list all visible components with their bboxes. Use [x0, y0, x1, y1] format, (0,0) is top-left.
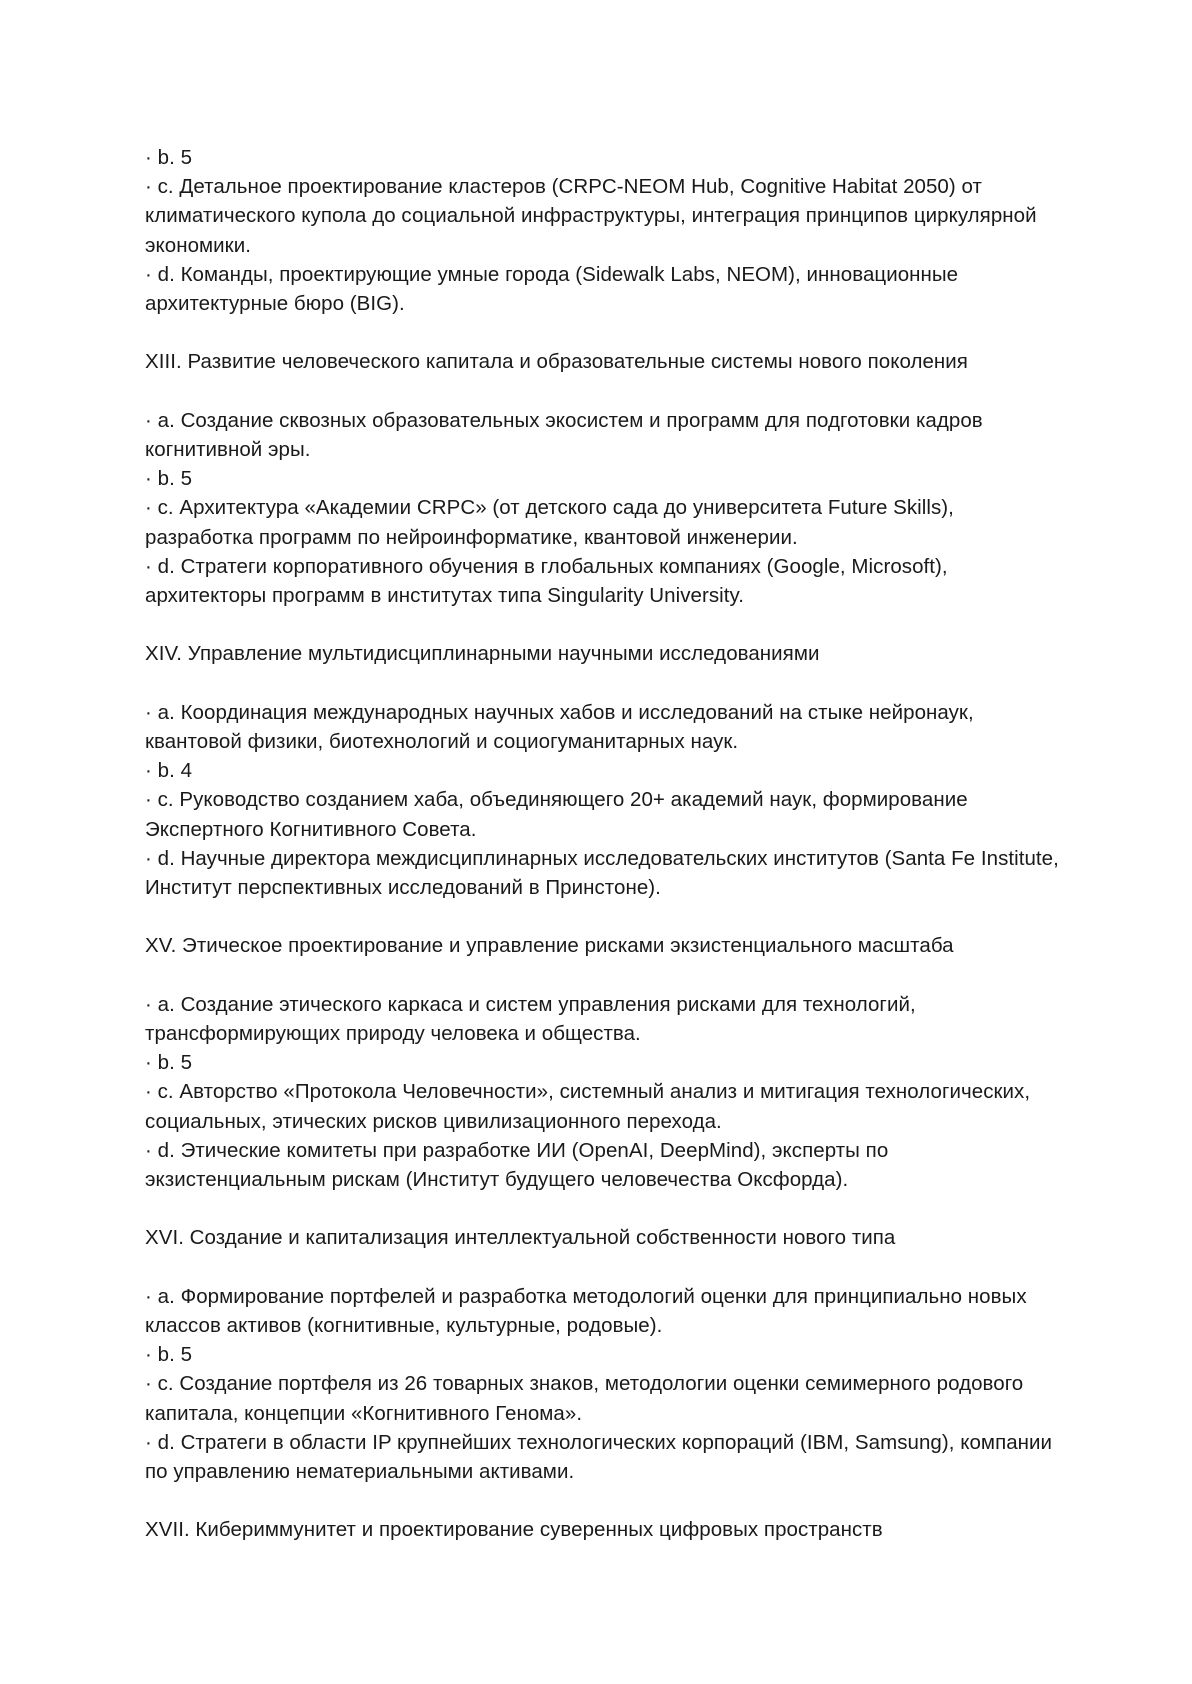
- section-xiii-item-d: · d. Стратеги корпоративного обучения в глобальных компаниях (Google, Microsoft), архитекторы программ в институтах типа Singularity University.: [145, 554, 948, 608]
- section-xv-item-a: · a. Создание этического каркаса и систем управления рисками для технологий, трансформирующих природу человека и общества.: [145, 992, 916, 1045]
- section-xiv-item-d: · d. Научные директора междисциплинарных исследовательских институтов (Santa Fe Institute, Институт перспективных исследований в Принстоне).: [145, 846, 1059, 900]
- section-xiv-item-b: · b. 4: [145, 759, 193, 783]
- section-xvi-item-b: · b. 5: [145, 1343, 193, 1367]
- spacer: [145, 961, 1065, 990]
- section-xiii-item-a: · a. Создание сквозных образовательных экосистем и программ для подготовки кадров когнитивной эры.: [145, 408, 983, 461]
- spacer: [145, 669, 1065, 698]
- intro-item-c: · c. Детальное проектирование кластеров (CRPC-NEOM Hub, Cognitive Habitat 2050) от климатического купола до социальной инфраструктуры, интеграция принципов циркулярной экономики.: [145, 175, 1037, 257]
- section-heading-xvii: XVII. Кибериммунитет и проектирование суверенных цифровых пространств: [145, 1518, 883, 1542]
- spacer: [145, 318, 1065, 347]
- spacer: [145, 1194, 1065, 1223]
- section-xvi-item-d: · d. Стратеги в области IP крупнейших технологических корпораций (IBM, Samsung), компании по управлению нематериальными активами.: [145, 1430, 1053, 1484]
- section-xiv-item-c: · c. Руководство созданием хаба, объединяющего 20+ академий наук, формирование Экспертного Когнитивного Совета.: [145, 788, 968, 841]
- section-heading-xiv: XIV. Управление мультидисциплинарными научными исследованиями: [145, 642, 820, 666]
- section-heading-xvi: XVI. Создание и капитализация интеллектуальной собственности нового типа: [145, 1226, 896, 1250]
- spacer: [145, 377, 1065, 406]
- spacer: [145, 902, 1065, 931]
- section-xiii-item-c: · c. Архитектура «Академии CRPC» (от детского сада до университета Future Skills), разработка программ по нейроинформатике, квантовой инженерии.: [145, 496, 954, 549]
- section-heading-xv: XV. Этическое проектирование и управление рисками экзистенциального масштаба: [145, 934, 954, 958]
- intro-item-d: · d. Команды, проектирующие умные города (Sidewalk Labs, NEOM), инновационные архитектурные бюро (BIG).: [145, 262, 959, 316]
- spacer: [145, 610, 1065, 639]
- section-xiv-item-a: · a. Координация международных научных хабов и исследований на стыке нейронаук, квантовой физики, биотехнологий и социогуманитарных наук.: [145, 700, 974, 753]
- section-heading-xiii: XIII. Развитие человеческого капитала и образовательные системы нового поколения: [145, 350, 968, 374]
- section-xvi-item-a: · a. Формирование портфелей и разработка методологий оценки для принципиально новых классов активов (когнитивные, культурные, родовые).: [145, 1284, 1027, 1337]
- document-body: [145, 143, 1065, 1545]
- spacer: [145, 1253, 1065, 1282]
- section-xv-item-c: · c. Авторство «Протокола Человечности», системный анализ и митигация технологических, социальных, этических рисков цивилизационного перехода.: [145, 1080, 1031, 1133]
- section-xvi-item-c: · c. Создание портфеля из 26 товарных знаков, методологии оценки семимерного родового капитала, концепции «Когнитивного Генома».: [145, 1372, 1024, 1425]
- section-xv-item-b: · b. 5: [145, 1051, 193, 1075]
- spacer: [145, 1486, 1065, 1515]
- intro-item-b: · b. 5: [145, 146, 193, 169]
- section-xiii-item-b: · b. 5: [145, 467, 193, 491]
- section-xv-item-d: · d. Этические комитеты при разработке ИИ (OpenAI, DeepMind), эксперты по экзистенциальным рискам (Институт будущего человечества Оксфорда).: [145, 1138, 889, 1192]
